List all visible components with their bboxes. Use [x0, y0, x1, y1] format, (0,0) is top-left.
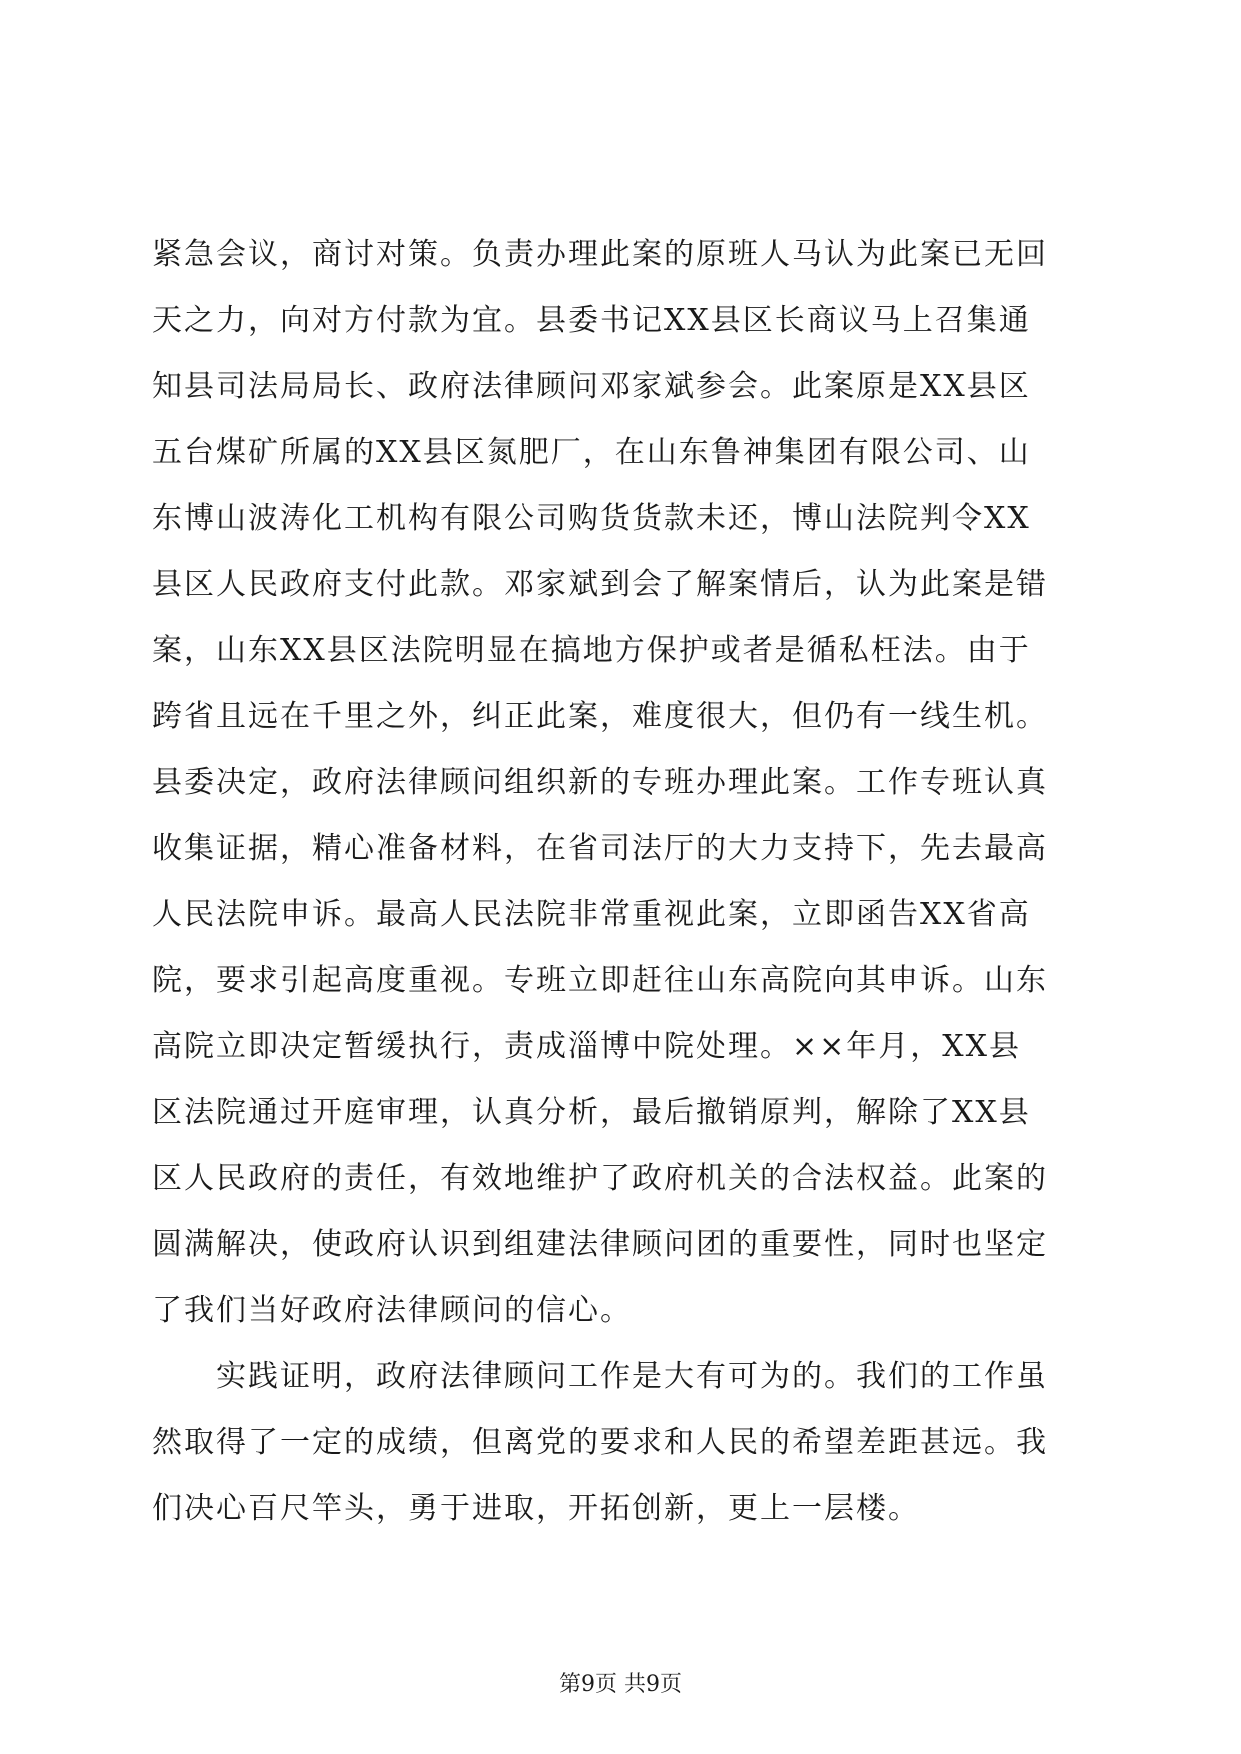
text-line: 区人民政府的责任，有效地维护了政府机关的合法权益。此案的: [152, 1161, 1048, 1196]
text-line: 收集证据，精心准备材料，在省司法厅的大力支持下，先去最高: [152, 831, 1048, 866]
text-line: 县委决定，政府法律顾问组织新的专班办理此案。工作专班认真: [152, 765, 1048, 800]
text-line: 五台煤矿所属的XX县区氮肥厂，在山东鲁神集团有限公司、山: [152, 435, 1031, 470]
text-line: 高院立即决定暂缓执行，责成淄博中院处理。××年月，XX县: [152, 1029, 1021, 1064]
text-line: 然取得了一定的成绩，但离党的要求和人民的希望差距甚远。我: [152, 1425, 1048, 1460]
text-line: 紧急会议，商讨对策。负责办理此案的原班人马认为此案已无回: [152, 237, 1048, 272]
text-line: 县区人民政府支付此款。邓家斌到会了解案情后，认为此案是错: [152, 567, 1048, 602]
paragraph-start-line: 实践证明，政府法律顾问工作是大有可为的。我们的工作虽: [152, 1359, 1048, 1394]
text-line: 人民法院申诉。最高人民法院非常重视此案，立即函告XX省高: [152, 897, 1031, 932]
page-number-footer: 第9页 共9页: [559, 1672, 682, 1697]
text-line: 东博山波涛化工机构有限公司购货货款未还，博山法院判令XX: [152, 501, 1031, 536]
text-line: 天之力，向对方付款为宜。县委书记XX县区长商议马上召集通: [152, 303, 1031, 338]
document-body: [152, 222, 1092, 1542]
text-line: 们决心百尺竿头，勇于进取，开拓创新，更上一层楼。: [152, 1491, 920, 1526]
text-line: 知县司法局局长、政府法律顾问邓家斌参会。此案原是XX县区: [152, 369, 1031, 404]
text-line: 跨省且远在千里之外，纠正此案，难度很大，但仍有一线生机。: [152, 699, 1048, 734]
text-line: 案，山东XX县区法院明显在搞地方保护或者是循私枉法。由于: [152, 633, 1031, 668]
text-line: 了我们当好政府法律顾问的信心。: [152, 1293, 632, 1328]
text-line: 院，要求引起高度重视。专班立即赶往山东高院向其申诉。山东: [152, 963, 1048, 998]
text-line: 圆满解决，使政府认识到组建法律顾问团的重要性，同时也坚定: [152, 1227, 1048, 1262]
text-line: 区法院通过开庭审理，认真分析，最后撤销原判，解除了XX县: [152, 1095, 1031, 1130]
